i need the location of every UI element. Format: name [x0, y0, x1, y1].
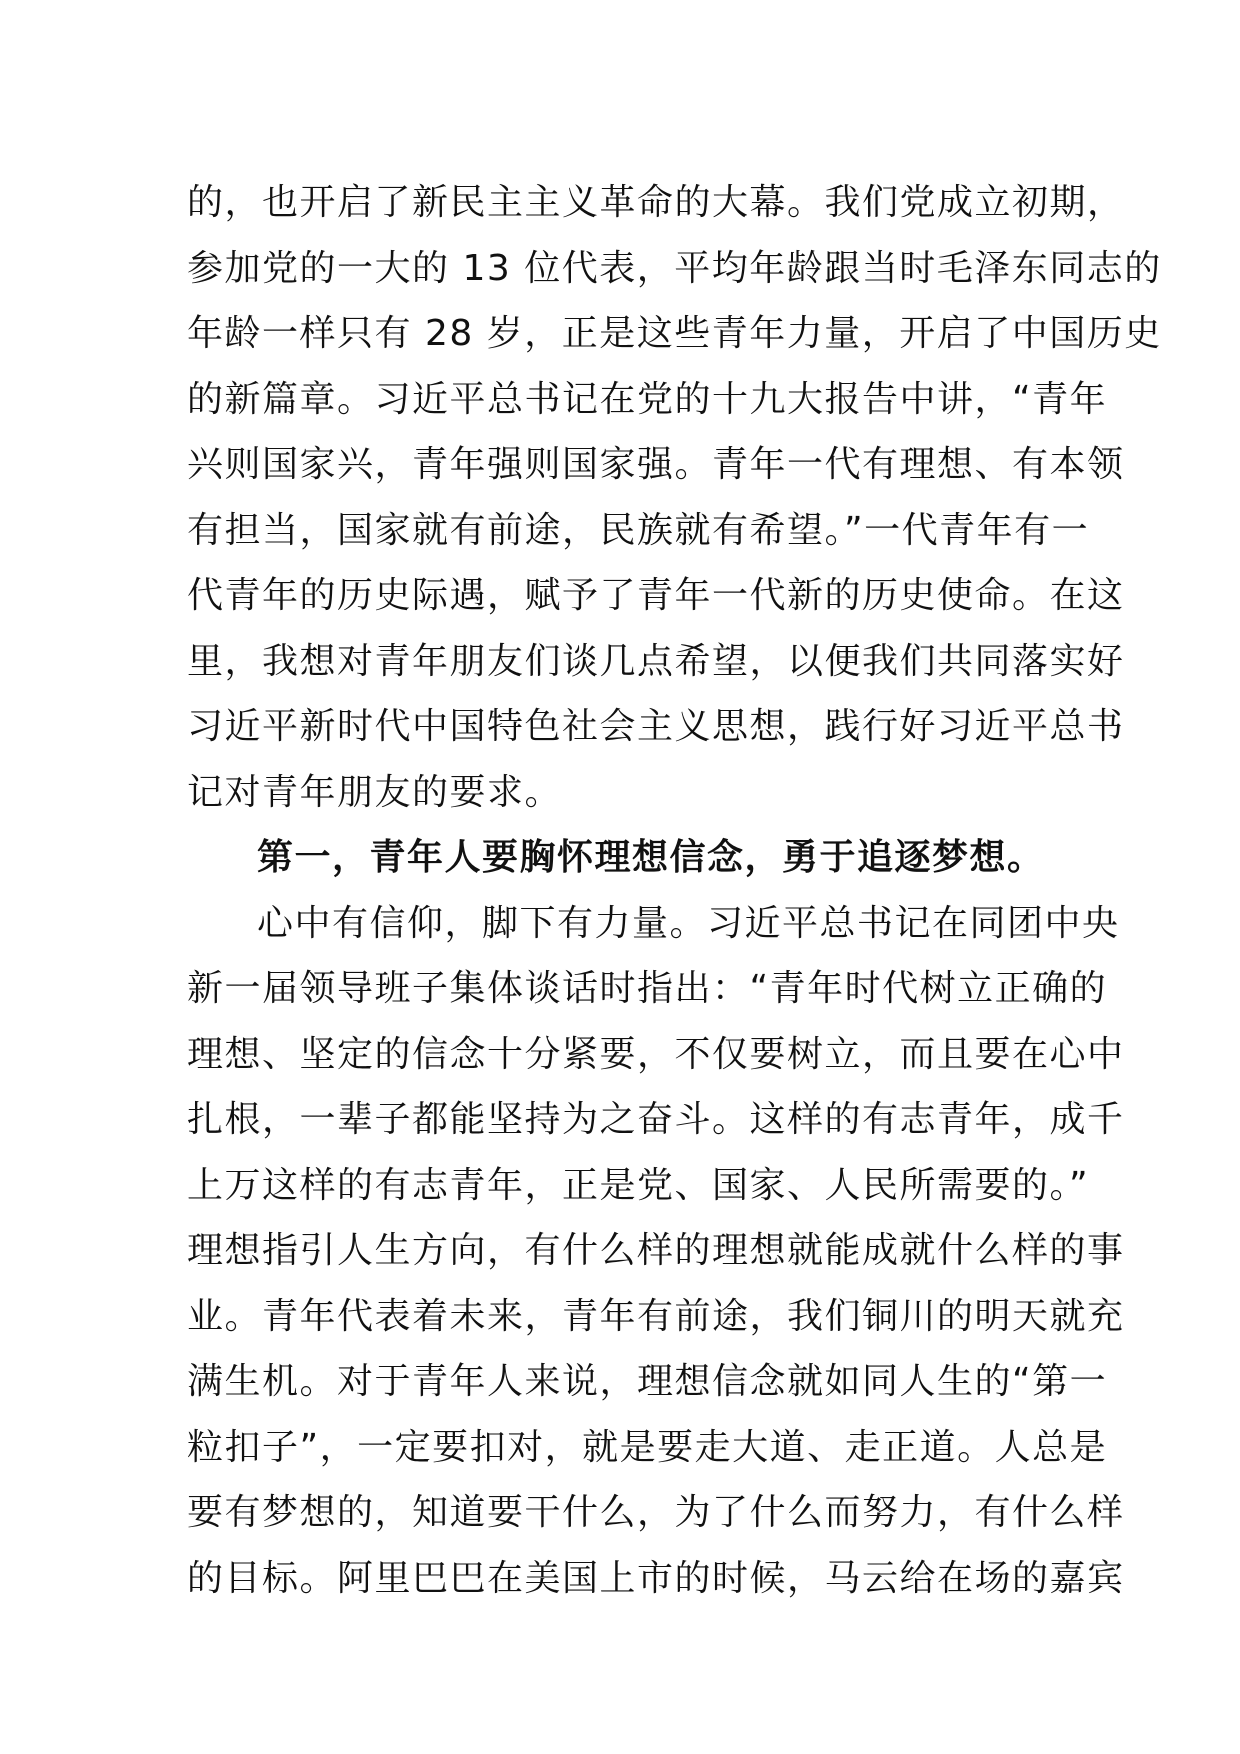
text-line: 要有梦想的，知道要干什么，为了什么而努力，有什么样 — [187, 1492, 1125, 1533]
text-line: 扎根，一辈子都能坚持为之奋斗。这样的有志青年，成千 — [187, 1099, 1125, 1140]
text-line: 参加党的一大的 13 位代表，平均年龄跟当时毛泽东同志的 — [187, 247, 1162, 289]
document-body — [187, 170, 1162, 1611]
text-line: 新一届领导班子集体谈话时指出：“青年时代树立正确的 — [187, 968, 1108, 1009]
text-line: 的新篇章。习近平总书记在党的十九大报告中讲，“青年 — [187, 378, 1108, 420]
text-line: 兴则国家兴，青年强则国家强。青年一代有理想、有本领 — [187, 444, 1125, 485]
paragraph-1 — [187, 170, 1162, 825]
text-line: 习近平新时代中国特色社会主义思想，践行好习近平总书 — [187, 706, 1125, 747]
paragraph-2 — [187, 891, 1125, 1612]
text-line: 心中有信仰，脚下有力量。习近平总书记在同团中央 — [257, 902, 1120, 944]
text-line: 代青年的历史际遇，赋予了青年一代新的历史使命。在这 — [187, 575, 1125, 616]
text-line: 记对青年朋友的要求。 — [187, 771, 563, 813]
text-line: 里，我想对青年朋友们谈几点希望，以便我们共同落实好 — [187, 640, 1125, 682]
text-line: 业。青年代表着未来，青年有前途，我们铜川的明天就充 — [187, 1295, 1125, 1337]
text-line: 粒扣子”，一定要扣对，就是要走大道、走正道。人总是 — [187, 1426, 1108, 1468]
text-line: 的，也开启了新民主主义革命的大幕。我们党成立初期， — [187, 182, 1125, 223]
section-heading: 第一，青年人要胸怀理想信念，勇于追逐梦想。 — [257, 837, 1045, 878]
text-line: 理想、坚定的信念十分紧要，不仅要树立，而且要在心中 — [187, 1033, 1125, 1075]
text-line: 的目标。阿里巴巴在美国上市的时候，马云给在场的嘉宾 — [187, 1557, 1125, 1599]
text-line: 年龄一样只有 28 岁，正是这些青年力量，开启了中国历史 — [187, 313, 1162, 354]
text-line: 上万这样的有志青年，正是党、国家、人民所需要的。” — [187, 1164, 1090, 1206]
text-line: 有担当，国家就有前途，民族就有希望。”一代青年有一 — [187, 509, 1090, 551]
text-line: 理想指引人生方向，有什么样的理想就能成就什么样的事 — [187, 1230, 1125, 1271]
text-line: 满生机。对于青年人来说，理想信念就如同人生的“第一 — [187, 1361, 1108, 1402]
